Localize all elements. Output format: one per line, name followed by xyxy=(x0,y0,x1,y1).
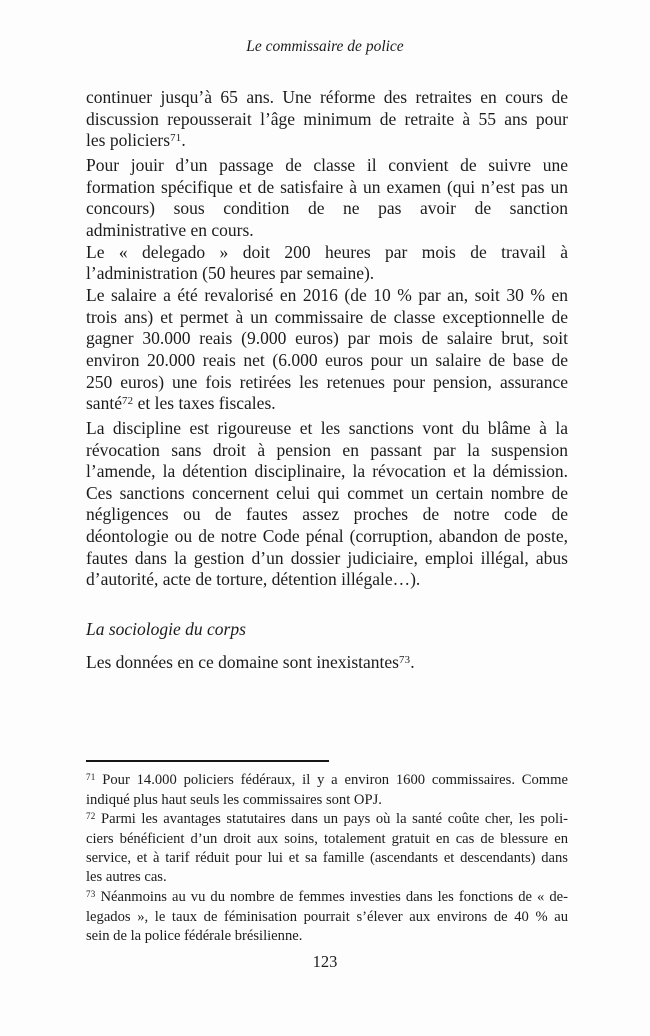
text-line: l’administration (50 heures par semaine). xyxy=(86,263,375,284)
text-line: révocation sans droit à pension en passant par la suspension xyxy=(86,439,568,460)
text-line: environ 20.000 reais net (6.000 euros pour un salaire de base de xyxy=(86,349,568,370)
text-line: Pour jouir d’un passage de classe il convient de suivre une xyxy=(86,154,568,175)
footnote-72 xyxy=(86,810,568,887)
text-segment: Les données en ce domaine sont inexistantes xyxy=(86,652,399,673)
text-segment: Pour 14.000 policiers fédéraux, il y a environ 1600 commissaires. Comme xyxy=(95,772,568,788)
text-line xyxy=(86,130,568,155)
paragraph-sociology xyxy=(86,651,568,676)
text-line: fautes dans la gestion d’un dossier judiciaire, emploi illégal, abus xyxy=(86,547,568,568)
text-segment: et les taxes fiscales. xyxy=(133,393,276,414)
text-segment: . xyxy=(410,652,415,673)
text-line: concours) sous condition de ne pas avoir de sanction xyxy=(86,198,568,219)
text-line: Le salaire a été revalorisé en 2016 (de 10 % par an, soit 30 % en xyxy=(86,284,568,305)
footnote-marker-73: 73 xyxy=(86,888,96,899)
text-segment: Parmi les avantages statutaires dans un pays où la santé coûte cher, les poli- xyxy=(95,811,568,828)
footnote-ref-72: 72 xyxy=(121,395,134,408)
text-line xyxy=(86,393,568,418)
text-line: Ces sanctions concernent celui qui commet un certain nombre de xyxy=(86,482,568,503)
text-line: les autres cas. xyxy=(86,869,167,886)
text-segment: les policiers xyxy=(86,130,171,151)
text-line: trois ans) et permet à un commissaire de classe exceptionnelle de xyxy=(86,306,568,327)
text-segment: santé xyxy=(86,393,122,414)
footnote-separator-rule xyxy=(86,760,329,762)
text-line: service, et à tarif réduit pour lui et sa famille (ascendants et descendants) dans xyxy=(86,850,568,867)
text-line xyxy=(86,810,568,830)
text-line xyxy=(86,888,568,908)
text-line: formation spécifique et de satisfaire à un examen (qui n’est pas un xyxy=(86,176,568,197)
footnotes-section xyxy=(86,760,568,946)
footnote-marker-71: 71 xyxy=(86,771,96,782)
footnote-marker-72: 72 xyxy=(86,811,96,822)
paragraph-retirement xyxy=(86,87,568,155)
footnote-ref-71: 71 xyxy=(170,132,182,145)
paragraph-salary xyxy=(86,285,568,418)
text-line: sein de la police fédérale brésilienne. xyxy=(86,927,303,944)
text-line: continuer jusqu’à 65 ans. Une réforme des retraites en cours de xyxy=(86,87,568,107)
footnote-73 xyxy=(86,888,568,946)
text-line: discussion repousserait l’âge minimum de retraite à 55 ans pour xyxy=(86,108,568,129)
paragraph-discipline xyxy=(86,418,568,591)
text-line: La discipline est rigoureuse et les sanctions vont du blâme à la xyxy=(86,417,568,438)
text-line: administrative en cours. xyxy=(86,219,254,240)
page-number: 123 xyxy=(312,952,338,971)
text-line xyxy=(86,771,568,791)
text-line: indiqué plus haut seuls les commissaires sont OPJ. xyxy=(86,792,382,809)
paragraph-promotion xyxy=(86,155,568,242)
text-line: d’autorité, acte de torture, détention illégale…). xyxy=(86,569,421,590)
text-line: 250 euros) une fois retirées les retenues pour pension, assurance xyxy=(86,371,568,392)
text-line: négligences ou de fautes assez proches de notre code de xyxy=(86,504,568,525)
footnote-ref-73: 73 xyxy=(398,654,411,667)
text-line: Le « delegado » doit 200 heures par mois de travail à xyxy=(86,241,568,262)
text-line: déontologie ou de notre Code pénal (corruption, abandon de poste, xyxy=(86,526,568,547)
section-heading: La sociologie du corps xyxy=(86,619,246,640)
text-line: gagner 30.000 reais (9.000 euros) par mois de salaire brut, soit xyxy=(86,328,568,349)
running-header: Le commissaire de police xyxy=(246,38,404,55)
text-line: ciers bénéficient d’un droit aux soins, totalement gratuit en cas de blessure en xyxy=(86,831,568,848)
text-line: l’amende, la détention disciplinaire, la révocation et la démission. xyxy=(86,461,568,482)
text-line: legados », le taux de féminisation pourrait s’élever aux environs de 40 % au xyxy=(86,908,568,925)
footnote-71 xyxy=(86,771,568,810)
text-segment: . xyxy=(181,130,186,151)
text-segment: Néanmoins au vu du nombre de femmes investies dans les fonctions de « de- xyxy=(95,888,568,905)
body-text xyxy=(86,87,568,676)
paragraph-hours xyxy=(86,242,568,285)
